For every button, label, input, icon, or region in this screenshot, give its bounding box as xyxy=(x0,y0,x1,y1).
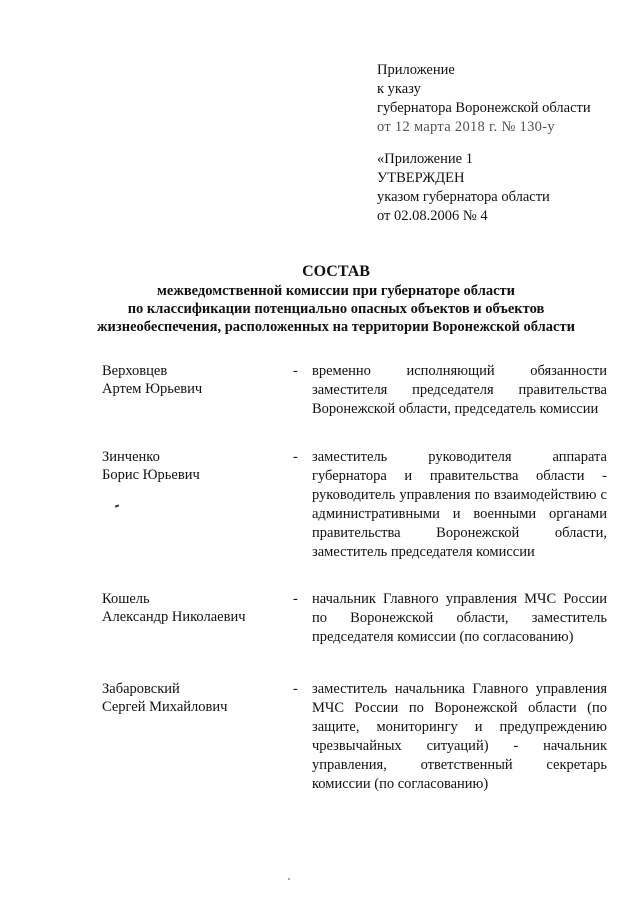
member-dash: - xyxy=(293,591,298,607)
title-main: СОСТАВ xyxy=(302,263,370,280)
member-dash: - xyxy=(293,681,298,697)
member-given-name: Борис Юрьевич xyxy=(102,467,200,483)
member-role: временно исполняющий обязанности заместителя председателя правительства Воронежской области, председатель комиссии xyxy=(312,363,607,417)
annex-line-3: губернатора Воронежской области xyxy=(377,100,591,116)
title-line-1: межведомственной комиссии при губернаторе области xyxy=(157,283,515,299)
approval-block xyxy=(377,150,627,226)
member-surname: Забаровский xyxy=(102,681,180,697)
member-surname: Кошель xyxy=(102,591,150,607)
member-role: заместитель начальника Главного управления МЧС России по Воронежской области (по защите, мониторингу и предупреждению чрезвычайных ситуаций) - начальник управления, ответственный секретарь комиссии (по согласованию) xyxy=(312,681,607,792)
member-name xyxy=(102,590,282,626)
approval-line-2: УТВЕРЖДЕН xyxy=(377,170,465,186)
annex-header xyxy=(377,61,627,137)
member-name xyxy=(102,362,282,398)
member-name xyxy=(102,448,282,484)
member-dash: - xyxy=(293,363,298,379)
title-line-2: по классификации потенциально опасных объектов и объектов xyxy=(127,301,545,317)
member-dash: - xyxy=(293,449,298,465)
member-given-name: Сергей Михайлович xyxy=(102,699,228,715)
member-role: заместитель руководителя аппарата губернатора и правительства области - руководитель управления по взаимодействию с административными и военными органами правительства Воронежской области, заместитель председателя комиссии xyxy=(312,449,607,560)
member-given-name: Александр Николаевич xyxy=(102,609,246,625)
annex-date-line: от 12 марта 2018 г. № 130-у xyxy=(377,119,555,135)
member-role: начальник Главного управления МЧС России по Воронежской области, заместитель председателя комиссии (по согласованию) xyxy=(312,591,607,645)
annex-line-2: к указу xyxy=(377,81,421,97)
annex-line-1: Приложение xyxy=(377,62,455,78)
member-surname: Зинченко xyxy=(102,449,160,465)
title-line-3: жизнеобеспечения, расположенных на территории Воронежской области xyxy=(97,319,575,335)
member-given-name: Артем Юрьевич xyxy=(102,381,203,397)
document-title xyxy=(60,262,612,336)
member-name xyxy=(102,680,282,716)
scan-mark xyxy=(115,504,119,507)
scan-speck xyxy=(288,878,290,880)
approval-line-4: от 02.08.2006 № 4 xyxy=(377,208,488,224)
approval-line-3: указом губернатора области xyxy=(377,189,550,205)
approval-line-1: «Приложение 1 xyxy=(377,151,473,167)
member-surname: Верховцев xyxy=(102,363,168,379)
